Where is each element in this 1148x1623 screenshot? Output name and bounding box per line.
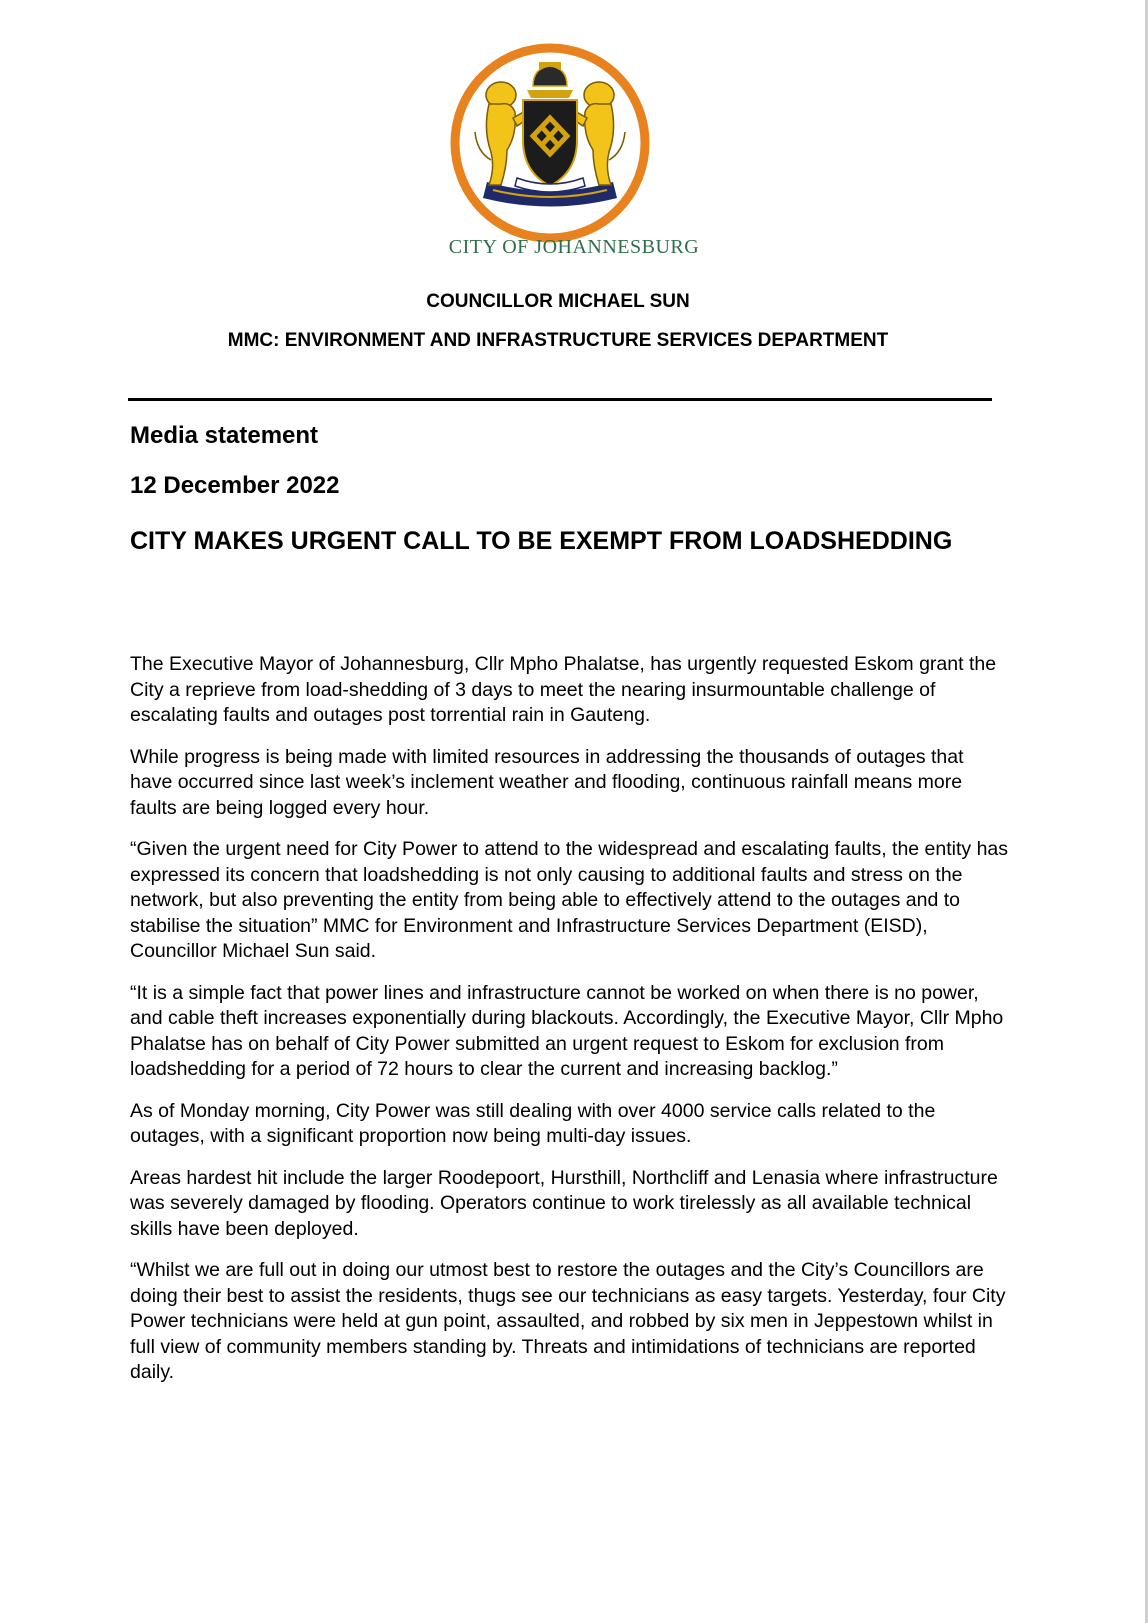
city-name: CITY OF JOHANNESBURG <box>448 236 700 258</box>
document-type: Media statement <box>130 422 319 449</box>
left-lion-icon <box>475 82 529 185</box>
department-name: MMC: ENVIRONMENT AND INFRASTRUCTURE SERVICES DEPARTMENT <box>227 330 889 351</box>
paragraph: “Whilst we are full out in doing our utmost best to restore the outages and the City’s Councillors are doing their best to assist the residents, thugs see our technicians as easy targets. Yesterday, four City Power technicians were held at gun point, assaulted, and robbed by six men in Jeppestown whilst in full view of community members standing by. Threats and intimidations of technicians are reported daily. <box>130 1259 1006 1383</box>
city-emblem <box>415 40 685 255</box>
councillor-name: COUNCILLOR MICHAEL SUN <box>426 291 690 312</box>
paragraph: While progress is being made with limited resources in addressing the thousands of outages that have occurred since last week’s inclement weather and flooding, continuous rainfall means more faults are being logged every hour. <box>130 745 964 819</box>
shield-icon <box>523 100 577 186</box>
paragraph: Areas hardest hit include the larger Roodepoort, Hursthill, Northcliff and Lenasia where infrastructure was severely damaged by flooding. Operators continue to work tirelessly as all available technical skills have been deployed. <box>130 1166 998 1240</box>
crest-icon <box>527 62 573 98</box>
document-date: 12 December 2022 <box>130 472 340 499</box>
headline: CITY MAKES URGENT CALL TO BE EXEMPT FROM LOADSHEDDING <box>130 527 953 555</box>
right-lion-icon <box>571 82 625 185</box>
paragraph: “Given the urgent need for City Power to attend to the widespread and escalating faults, the entity has expressed its concern that loadshedding is not only causing to additional faults and stress on the network, but also preventing the entity from being able to effectively attend to the outages and to stabilise the situation” MMC for Environment and Infrastructure Services Department (EISD), Councillor Michael Sun said. <box>130 838 1009 962</box>
paragraph: “It is a simple fact that power lines and infrastructure cannot be worked on when there is no power, and cable theft increases exponentially during blackouts. Accordingly, the Executive Mayor, Cllr Mpho Phalatse has on behalf of City Power submitted an urgent request to Eskom for exclusion from loadshedding for a period of 72 hours to clear the current and increasing backlog.” <box>130 981 1004 1080</box>
paragraph: As of Monday morning, City Power was still dealing with over 4000 service calls related to the outages, with a significant proportion now being multi-day issues. <box>130 1099 936 1147</box>
paragraph: The Executive Mayor of Johannesburg, Cllr Mpho Phalatse, has urgently requested Eskom grant the City a reprieve from load-shedding of 3 days to meet the nearing insurmountable challenge of escalating faults and outages post torrential rain in Gauteng. <box>130 653 997 726</box>
header-divider <box>128 398 992 401</box>
statement-body <box>130 652 1010 1402</box>
